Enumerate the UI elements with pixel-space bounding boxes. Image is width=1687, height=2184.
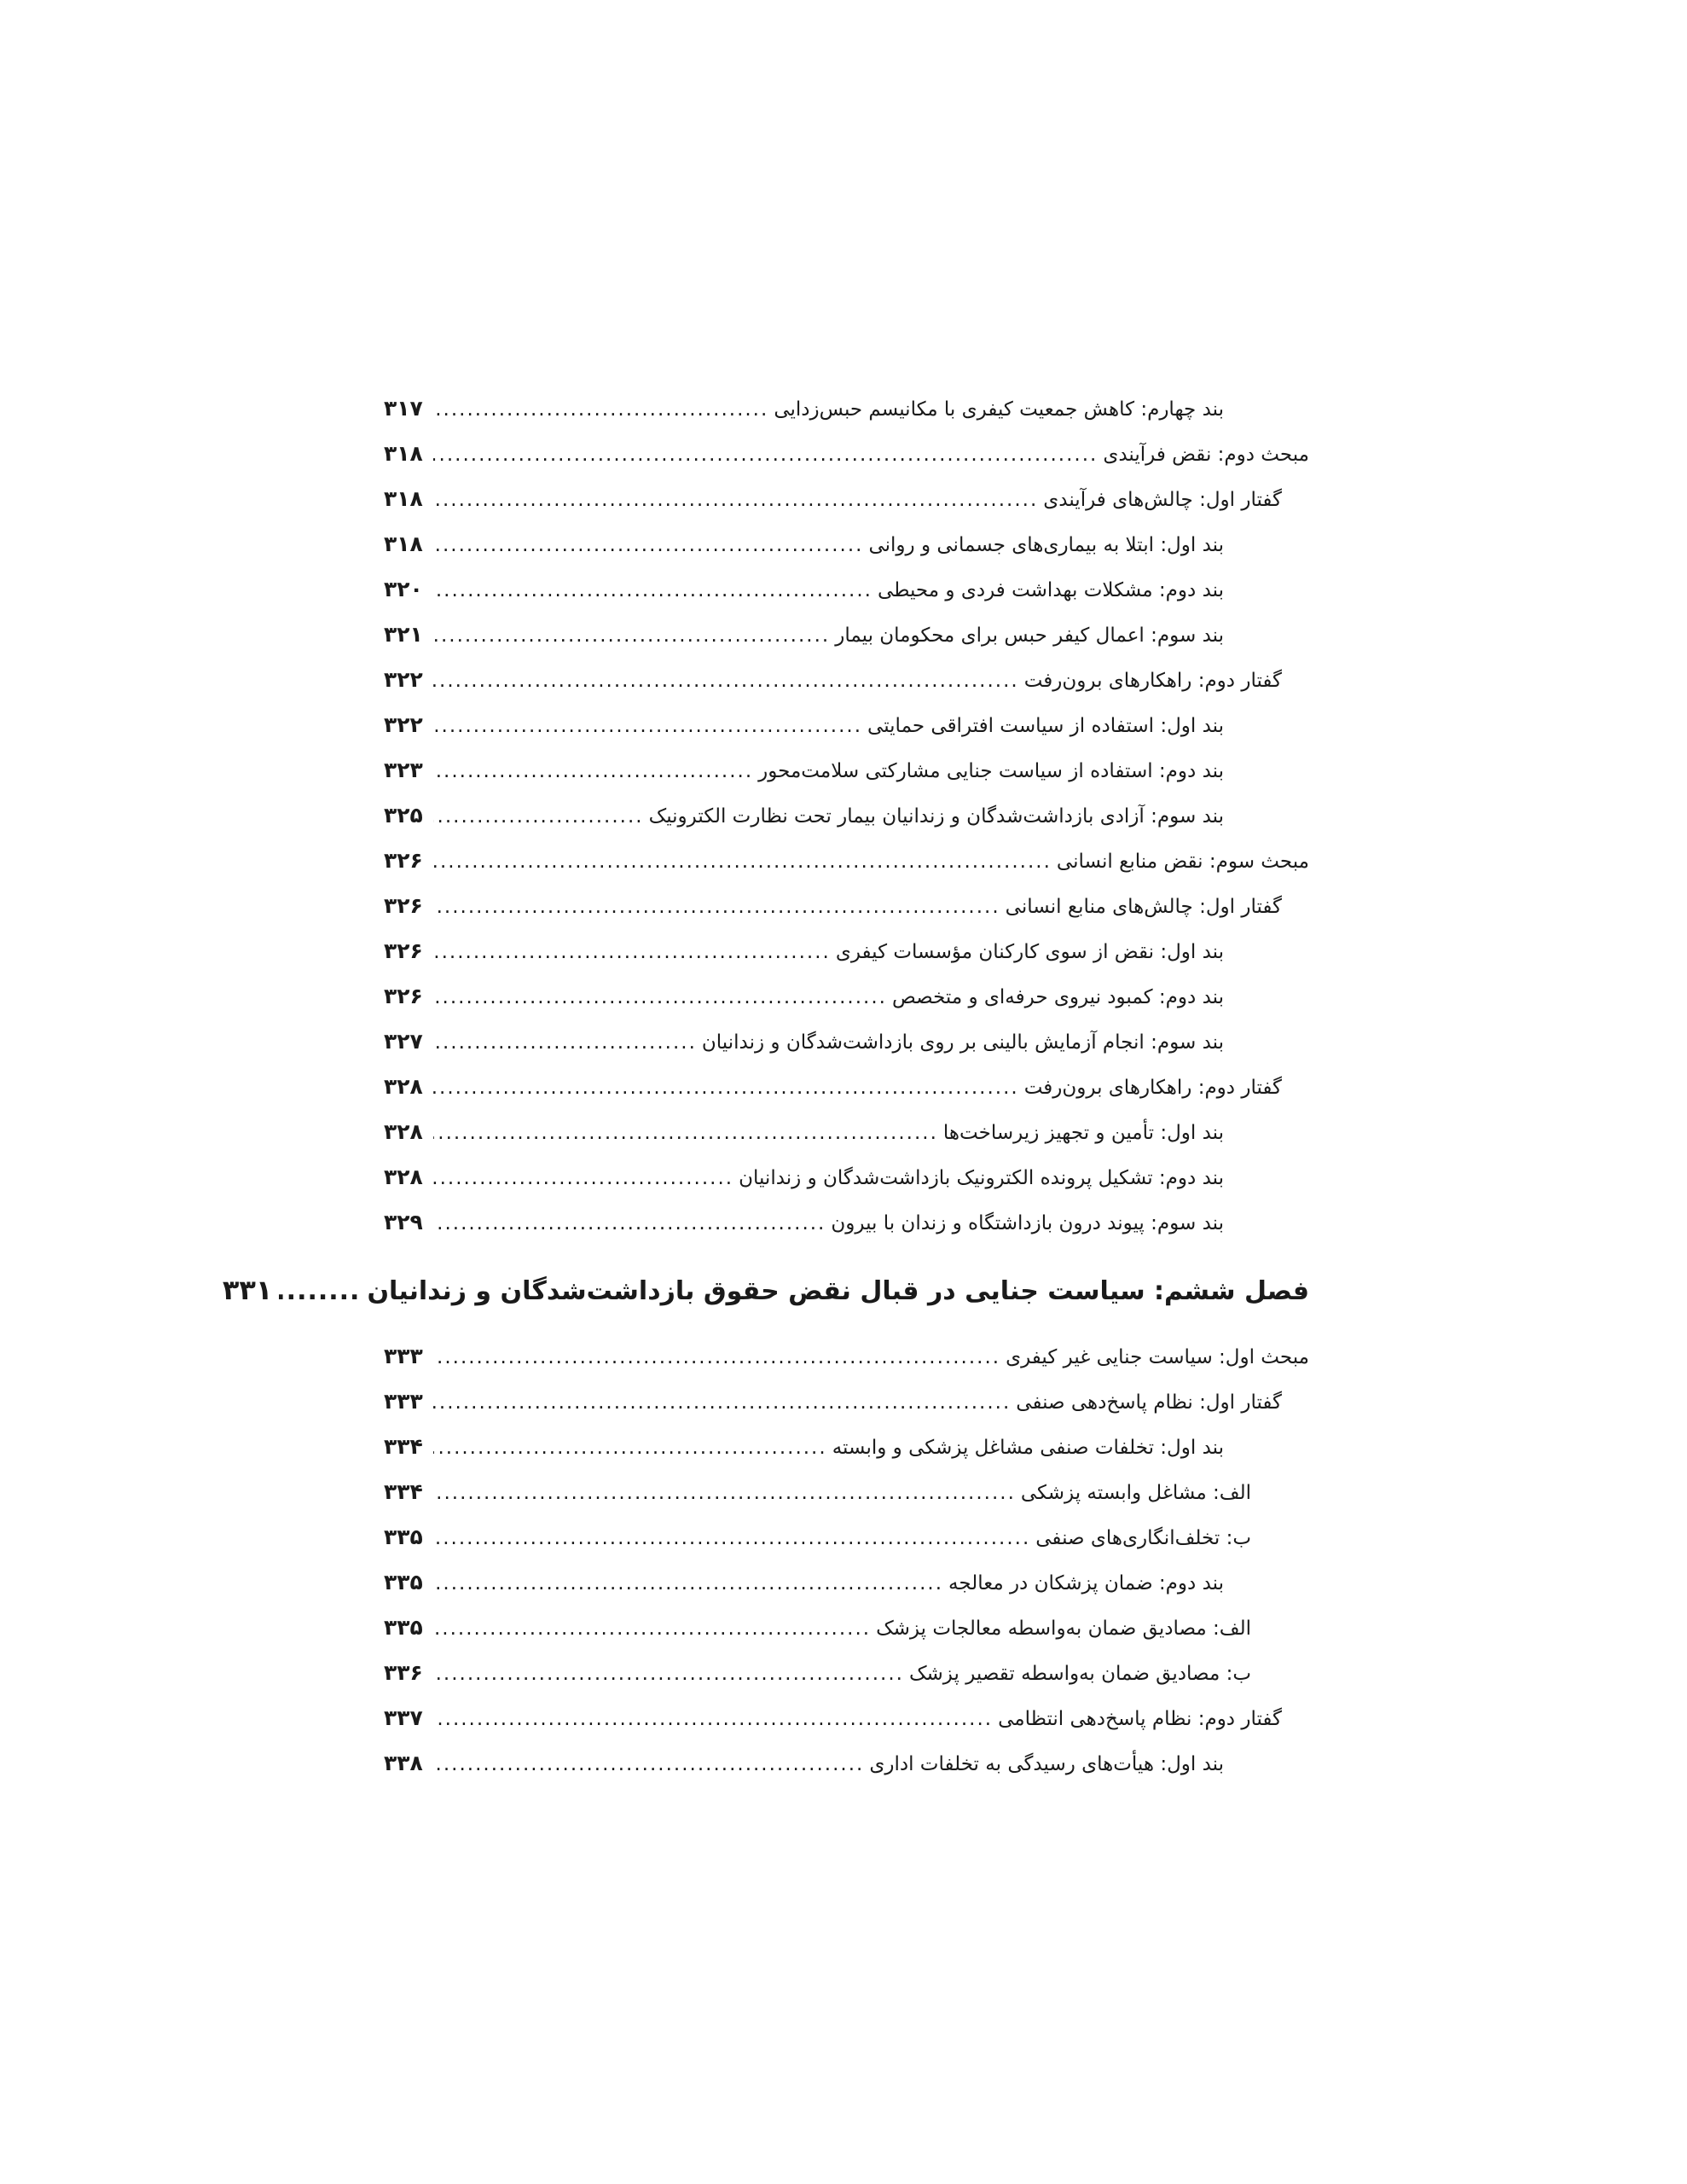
toc-entry-page-number: ۳۳۴ xyxy=(384,1479,423,1504)
toc-entry-page-number: ۳۲۶ xyxy=(384,984,423,1008)
toc-leader-dots xyxy=(433,659,1019,704)
toc-entry-page-number: ۳۲۹ xyxy=(384,1210,423,1234)
toc-entry[interactable] xyxy=(384,1695,1309,1740)
toc-leader-dots xyxy=(433,1652,904,1697)
toc-leader-dots xyxy=(433,839,1052,885)
toc-entry-title: بند سوم: پیوند درون بازداشتگاه و زندان با بیرون xyxy=(831,1212,1224,1234)
toc-leader-dots xyxy=(433,1516,1030,1561)
toc-entry-title: بند اول: هیأت‌های رسیدگی به تخلفات اداری xyxy=(869,1753,1224,1775)
table-of-contents xyxy=(222,386,1309,1786)
toc-entry[interactable] xyxy=(384,612,1309,657)
toc-entry-page-number: ۳۲۸ xyxy=(384,1074,423,1099)
toc-entry-page-number: ۳۳۴ xyxy=(384,1434,423,1459)
toc-entry[interactable] xyxy=(384,1379,1309,1424)
toc-entry[interactable] xyxy=(384,973,1309,1019)
toc-entry-title: بند اول: نقض از سوی کارکنان مؤسسات کیفری xyxy=(835,941,1224,963)
toc-entry-title: ب: مصادیق ضمان به‌واسطه تقصیر پزشک xyxy=(908,1663,1251,1685)
toc-leader-dots xyxy=(433,1156,733,1201)
toc-entry-page-number: ۳۱۸ xyxy=(384,531,423,556)
toc-entry-title: بند اول: تخلفات صنفی مشاغل پزشکی و وابسته xyxy=(832,1437,1224,1459)
toc-entry-page-number: ۳۳۵ xyxy=(384,1570,423,1594)
toc-leader-dots xyxy=(433,568,872,613)
toc-section-after-chapter xyxy=(384,1333,1309,1786)
toc-leader-dots xyxy=(433,930,831,975)
toc-entry[interactable] xyxy=(384,566,1309,612)
toc-entry-page-number: ۳۱۷ xyxy=(384,396,423,421)
toc-entry-title: گفتار اول: نظام پاسخ‌دهی صنفی xyxy=(1016,1391,1282,1414)
toc-entry[interactable] xyxy=(384,1424,1309,1469)
toc-entry[interactable] xyxy=(384,1199,1309,1245)
toc-leader-dots xyxy=(433,1020,697,1066)
toc-leader-dots xyxy=(433,1697,993,1742)
chapter-heading[interactable] xyxy=(222,1263,1309,1316)
toc-entry-title: مبحث اول: سیاست جنایی غیر کیفری xyxy=(1006,1346,1309,1368)
toc-entry[interactable] xyxy=(384,1333,1309,1379)
toc-leader-dots xyxy=(433,1335,1000,1380)
toc-entry-page-number: ۳۳۷ xyxy=(384,1705,423,1730)
toc-entry-page-number: ۳۳۳ xyxy=(384,1389,423,1414)
toc-entry[interactable] xyxy=(384,1740,1309,1786)
chapter-title: فصل ششم: سیاست جنایی در قبال نقض حقوق بازداشت‌شدگان و زندانیان xyxy=(367,1276,1309,1306)
toc-entry-page-number: ۳۲۲ xyxy=(384,712,423,737)
toc-entry[interactable] xyxy=(384,883,1309,928)
toc-entry-page-number: ۳۲۸ xyxy=(384,1165,423,1189)
toc-entry-page-number: ۳۲۶ xyxy=(384,938,423,963)
toc-entry-page-number: ۳۲۸ xyxy=(384,1119,423,1144)
toc-entry-page-number: ۳۲۷ xyxy=(384,1029,423,1054)
toc-leader-dots xyxy=(433,478,1038,523)
toc-section-before-chapter xyxy=(384,386,1309,1245)
toc-entry[interactable] xyxy=(384,657,1309,702)
toc-leader-dots xyxy=(433,1742,864,1787)
toc-entry-page-number: ۳۳۵ xyxy=(384,1615,423,1640)
toc-entry[interactable] xyxy=(384,1109,1309,1154)
toc-entry[interactable] xyxy=(384,702,1309,747)
toc-leader-dots xyxy=(433,1471,1016,1516)
toc-leader-dots xyxy=(433,1606,871,1652)
toc-entry-title: بند سوم: اعمال کیفر حبس برای محکومان بیمار xyxy=(835,624,1224,647)
toc-leader-dots xyxy=(433,1561,943,1606)
toc-entry-title: گفتار اول: چالش‌های فرآیندی xyxy=(1043,489,1282,511)
toc-entry-page-number: ۳۳۵ xyxy=(384,1525,423,1549)
toc-entry[interactable] xyxy=(384,1560,1309,1605)
toc-entry-title: بند دوم: مشکلات بهداشت فردی و محیطی xyxy=(877,579,1224,601)
toc-entry[interactable] xyxy=(384,1514,1309,1560)
toc-entry-page-number: ۳۲۰ xyxy=(384,577,423,601)
toc-entry-title: الف: مصادیق ضمان به‌واسطه معالجات پزشک xyxy=(876,1618,1251,1640)
toc-entry-title: گفتار دوم: راهکارهای برون‌رفت xyxy=(1023,670,1282,692)
toc-entry-page-number: ۳۳۶ xyxy=(384,1660,423,1685)
toc-leader-dots xyxy=(433,1111,938,1156)
toc-leader-dots xyxy=(433,975,887,1020)
toc-entry-page-number: ۳۲۲ xyxy=(384,667,423,692)
toc-entry-title: گفتار دوم: نظام پاسخ‌دهی انتظامی xyxy=(998,1708,1282,1730)
toc-entry[interactable] xyxy=(384,1605,1309,1650)
chapter-leader-dots xyxy=(279,1265,360,1318)
toc-entry[interactable] xyxy=(384,838,1309,883)
toc-leader-dots xyxy=(433,794,644,839)
toc-entry-title: بند دوم: کمبود نیروی حرفه‌ای و متخصص xyxy=(891,986,1224,1008)
toc-entry[interactable] xyxy=(384,747,1309,793)
toc-entry-title: الف: مشاغل وابسته پزشکی xyxy=(1020,1482,1251,1504)
toc-leader-dots xyxy=(433,1426,827,1471)
toc-entry[interactable] xyxy=(384,386,1309,431)
toc-leader-dots xyxy=(433,1380,1011,1426)
toc-entry-title: بند دوم: استفاده از سیاست جنایی مشارکتی سلامت‌محور xyxy=(758,760,1224,782)
toc-entry-page-number: ۳۳۸ xyxy=(384,1751,423,1775)
toc-entry-title: مبحث سوم: نقض منابع انسانی xyxy=(1056,851,1309,873)
toc-entry-title: بند دوم: ضمان پزشکان در معالجه xyxy=(948,1572,1224,1594)
toc-entry-page-number: ۳۱۸ xyxy=(384,441,423,466)
toc-leader-dots xyxy=(433,523,863,568)
toc-entry-title: ب: تخلف‌انگاری‌های صنفی xyxy=(1035,1527,1251,1549)
toc-entry-title: بند اول: استفاده از سیاست افتراقی حمایتی xyxy=(867,715,1224,737)
toc-entry-title: گفتار اول: چالش‌های منابع انسانی xyxy=(1005,896,1282,918)
toc-leader-dots xyxy=(433,749,753,794)
toc-entry[interactable] xyxy=(384,476,1309,521)
toc-entry[interactable] xyxy=(384,793,1309,838)
toc-entry[interactable] xyxy=(384,521,1309,566)
toc-leader-dots xyxy=(433,1201,826,1246)
toc-entry[interactable] xyxy=(384,1019,1309,1064)
toc-entry-page-number: ۳۱۸ xyxy=(384,486,423,511)
toc-entry-title: مبحث دوم: نقض فرآیندی xyxy=(1103,444,1309,466)
toc-leader-dots xyxy=(433,1066,1019,1111)
toc-entry[interactable] xyxy=(384,1469,1309,1514)
toc-entry-page-number: ۳۳۳ xyxy=(384,1344,423,1368)
toc-entry-page-number: ۳۲۶ xyxy=(384,893,423,918)
toc-leader-dots xyxy=(433,613,830,659)
toc-entry-title: بند اول: ابتلا به بیماری‌های جسمانی و روانی xyxy=(868,534,1224,556)
toc-entry[interactable] xyxy=(384,928,1309,973)
toc-entry-page-number: ۳۲۶ xyxy=(384,848,423,873)
toc-entry[interactable] xyxy=(384,431,1309,476)
toc-entry[interactable] xyxy=(384,1064,1309,1109)
toc-entry-title: بند سوم: آزادی بازداشت‌شدگان و زندانیان بیمار تحت نظارت الکترونیک xyxy=(648,805,1224,828)
toc-leader-dots xyxy=(433,885,1000,930)
toc-entry-page-number: ۳۲۵ xyxy=(384,803,423,828)
toc-entry-title: بند سوم: انجام آزمایش بالینی بر روی بازداشت‌شدگان و زندانیان xyxy=(701,1031,1224,1054)
toc-entry[interactable] xyxy=(384,1154,1309,1199)
toc-entry-page-number: ۳۲۱ xyxy=(384,622,423,647)
toc-entry-title: بند دوم: تشکیل پرونده الکترونیک بازداشت‌شدگان و زندانیان xyxy=(739,1167,1224,1189)
chapter-page-number: ۳۳۱ xyxy=(222,1274,273,1306)
toc-leader-dots xyxy=(433,704,862,749)
toc-entry-title: بند چهارم: کاهش جمعیت کیفری با مکانیسم حبس‌زدایی xyxy=(774,398,1224,421)
toc-leader-dots xyxy=(433,387,768,433)
toc-entry-title: بند اول: تأمین و تجهیز زیرساخت‌ها xyxy=(942,1122,1224,1144)
toc-entry[interactable] xyxy=(384,1650,1309,1695)
toc-entry-page-number: ۳۲۳ xyxy=(384,758,423,782)
toc-entry-title: گفتار دوم: راهکارهای برون‌رفت xyxy=(1023,1077,1282,1099)
toc-leader-dots xyxy=(433,433,1098,478)
